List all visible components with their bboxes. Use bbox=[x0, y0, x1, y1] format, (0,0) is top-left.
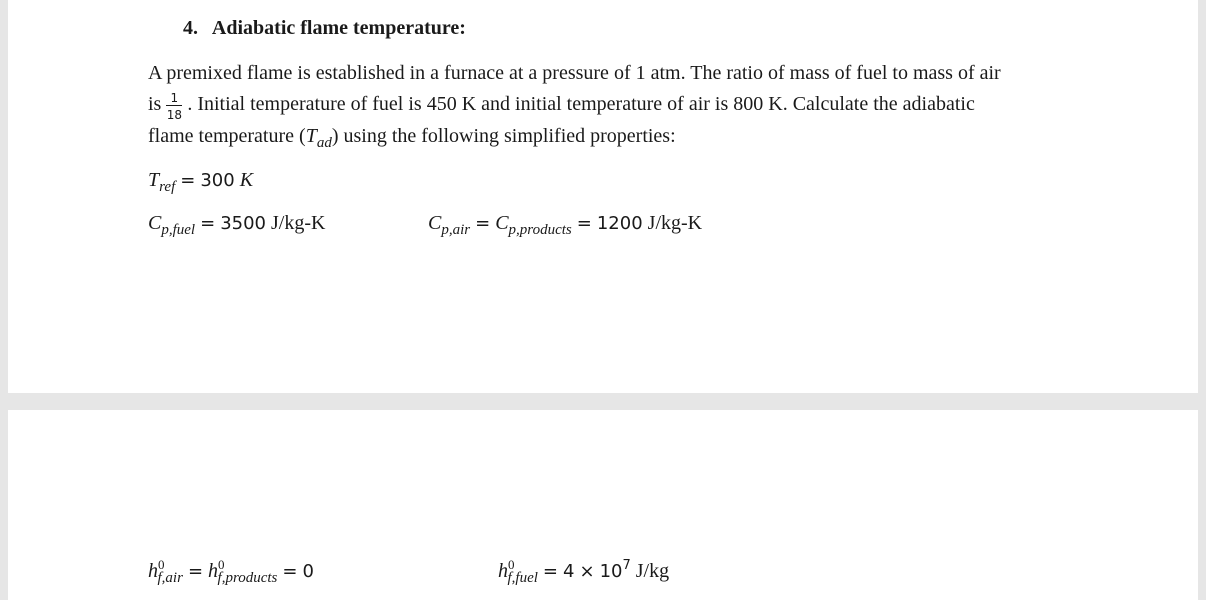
hf-fuel-property bbox=[498, 557, 669, 587]
hf-fuel-base: 10 bbox=[599, 561, 623, 582]
cp-fuel-property bbox=[148, 212, 325, 239]
cp-fuel-value: 3500 bbox=[220, 213, 266, 234]
problem-line-2 bbox=[148, 91, 975, 121]
hf-fuel-symbol: h bbox=[498, 560, 508, 582]
question-title: Adiabatic flame temperature: bbox=[211, 17, 466, 39]
fraction-numerator: 1 bbox=[170, 91, 179, 105]
hf-air-symbol: h bbox=[148, 560, 158, 582]
question-card bbox=[8, 0, 1198, 393]
hf-products-equals: = bbox=[282, 561, 298, 582]
is-text: is bbox=[148, 93, 162, 115]
hf-fuel-equals: = bbox=[542, 561, 559, 582]
cp-products-symbol: C bbox=[495, 212, 509, 234]
tref-value: 300 bbox=[200, 170, 235, 191]
tref-sub: ref bbox=[159, 179, 176, 195]
hf-products-symbol: h bbox=[208, 560, 219, 582]
hf-air-equals: = bbox=[187, 561, 204, 582]
fraction-bar bbox=[166, 105, 182, 106]
hf-fuel-sup: 0 bbox=[508, 557, 515, 572]
hf-fuel-unit: J/kg bbox=[635, 560, 670, 582]
times-sign: × bbox=[579, 561, 595, 582]
question-heading bbox=[183, 17, 466, 40]
cp-fuel-symbol: C bbox=[148, 212, 162, 234]
line-3-start: flame temperature ( bbox=[148, 125, 306, 147]
problem-line-3 bbox=[148, 125, 676, 152]
cp-air-symbol: C bbox=[428, 212, 442, 234]
cp-products-equals: = bbox=[576, 213, 592, 234]
cp-air-unit: J/kg-K bbox=[647, 212, 703, 234]
symbol-t: T bbox=[305, 125, 317, 147]
cp-fuel-sub: p,fuel bbox=[161, 222, 196, 238]
tref-symbol: T bbox=[148, 169, 160, 191]
hf-products-sup: 0 bbox=[218, 557, 225, 572]
hf-air-sup: 0 bbox=[158, 557, 165, 572]
hf-air-value: 0 bbox=[302, 561, 314, 582]
cp-air-value: 1200 bbox=[596, 213, 643, 234]
hf-fuel-sub: f,fuel bbox=[507, 570, 538, 586]
tref-equals: = bbox=[180, 170, 196, 191]
mass-ratio-fraction bbox=[165, 91, 183, 121]
cp-air-equals: = bbox=[475, 213, 491, 234]
cp-air-sub: p,air bbox=[441, 222, 471, 238]
adiabatic-temp-symbol bbox=[305, 125, 332, 151]
problem-line-1: A premixed flame is established in a furnace at a pressure of 1 atm. The ratio of mass of fuel to mass of air bbox=[148, 62, 1001, 84]
question-number: 4. bbox=[183, 17, 198, 39]
tref-property bbox=[148, 169, 253, 196]
hf-air-property bbox=[148, 557, 314, 587]
cp-fuel-unit: J/kg-K bbox=[271, 212, 326, 234]
line-2-rest: . Initial temperature of fuel is 450 K and initial temperature of air is 800 K. Calculate the adiabatic bbox=[187, 93, 975, 115]
cp-air-property bbox=[428, 212, 702, 239]
symbol-sub-ad: ad bbox=[316, 135, 332, 151]
hf-products-sub: f,products bbox=[217, 570, 278, 586]
fraction-denominator: 18 bbox=[166, 108, 182, 122]
hf-air-sub: f,air bbox=[157, 570, 183, 586]
cp-fuel-equals: = bbox=[200, 213, 216, 234]
line-3-end: ) using the following simplified properties: bbox=[331, 125, 676, 147]
hf-fuel-exponent: 7 bbox=[622, 558, 631, 573]
cp-products-sub: p,products bbox=[508, 222, 572, 238]
tref-unit: K bbox=[239, 169, 254, 191]
hf-fuel-coefficient: 4 bbox=[563, 561, 575, 582]
